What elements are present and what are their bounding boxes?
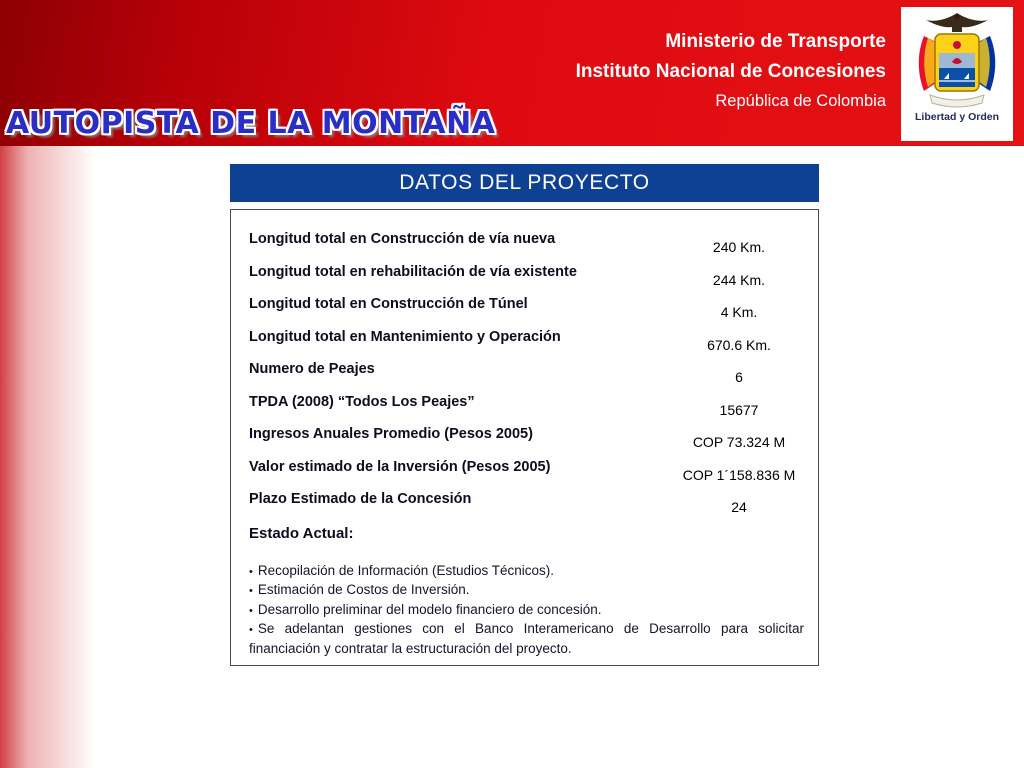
row-label: Longitud total en rehabilitación de vía existente xyxy=(249,263,577,280)
row-value: 670.6 Km. xyxy=(707,336,771,353)
header-text-block xyxy=(576,27,886,116)
row-label: Longitud total en Mantenimiento y Operación xyxy=(249,328,561,345)
row-label: Ingresos Anuales Promedio (Pesos 2005) xyxy=(249,426,533,442)
estado-actual-label: Estado Actual: xyxy=(249,524,354,542)
row-label: Numero de Peajes xyxy=(249,361,375,377)
bullet-text: Desarrollo preliminar del modelo financiero de concesión. xyxy=(257,601,602,617)
colombia-coat-of-arms-icon xyxy=(915,11,999,109)
row-label: Plazo Estimado de la Concesión xyxy=(249,491,472,507)
bullet-item xyxy=(249,562,804,582)
project-data-table xyxy=(230,209,819,666)
row-label: Longitud total en Construcción de vía nueva xyxy=(249,231,556,247)
slide-title: AUTOPISTA DE LA MONTAÑA xyxy=(6,106,496,141)
ministry-name: Ministerio de Transporte xyxy=(665,31,886,52)
table-row xyxy=(249,490,804,523)
crest-motto: Libertad y Orden xyxy=(914,111,999,123)
row-label: Longitud total en Construcción de Túnel xyxy=(249,296,528,312)
row-value: 15677 xyxy=(719,401,759,418)
table-row xyxy=(249,393,804,426)
bullet-icon: • xyxy=(249,585,253,597)
bullet-item xyxy=(249,601,804,621)
row-value: 24 xyxy=(731,499,747,515)
row-value: COP 73.324 M xyxy=(692,434,786,450)
bullet-item xyxy=(249,581,804,601)
table-row xyxy=(249,458,804,491)
table-row xyxy=(249,360,804,393)
row-value: 4 Km. xyxy=(720,304,758,320)
row-label: Valor estimado de la Inversión (Pesos 2005) xyxy=(249,458,551,475)
table-row xyxy=(249,263,804,296)
bullet-text: Se adelantan gestiones con el Banco Interamericano de Desarrollo para solicitar financiación y contratar la estructuración del proyecto. xyxy=(249,621,804,656)
section-heading: DATOS DEL PROYECTO xyxy=(230,164,819,202)
country-name: República de Colombia xyxy=(715,92,886,110)
bullet-text: Estimación de Costos de Inversión. xyxy=(257,582,470,597)
table-row xyxy=(249,425,804,458)
institute-name: Instituto Nacional de Concesiones xyxy=(575,61,886,82)
bullet-icon: • xyxy=(249,604,253,617)
coat-of-arms-box xyxy=(901,7,1013,141)
table-row xyxy=(249,328,804,361)
bullet-item xyxy=(249,620,804,657)
table-row xyxy=(249,230,804,263)
row-value: 6 xyxy=(735,369,743,385)
bullet-icon: • xyxy=(249,565,253,578)
bullet-text: Recopilación de Información (Estudios Técnicos). xyxy=(257,562,555,578)
row-value: 240 Km. xyxy=(712,239,766,255)
row-label: TPDA (2008) “Todos Los Peajes” xyxy=(249,393,475,410)
table-row xyxy=(249,295,804,328)
bullet-icon: • xyxy=(249,624,253,636)
estado-bullet-list xyxy=(249,562,804,658)
row-value: COP 1´158.836 M xyxy=(682,466,796,483)
row-value: 244 Km. xyxy=(712,271,766,288)
